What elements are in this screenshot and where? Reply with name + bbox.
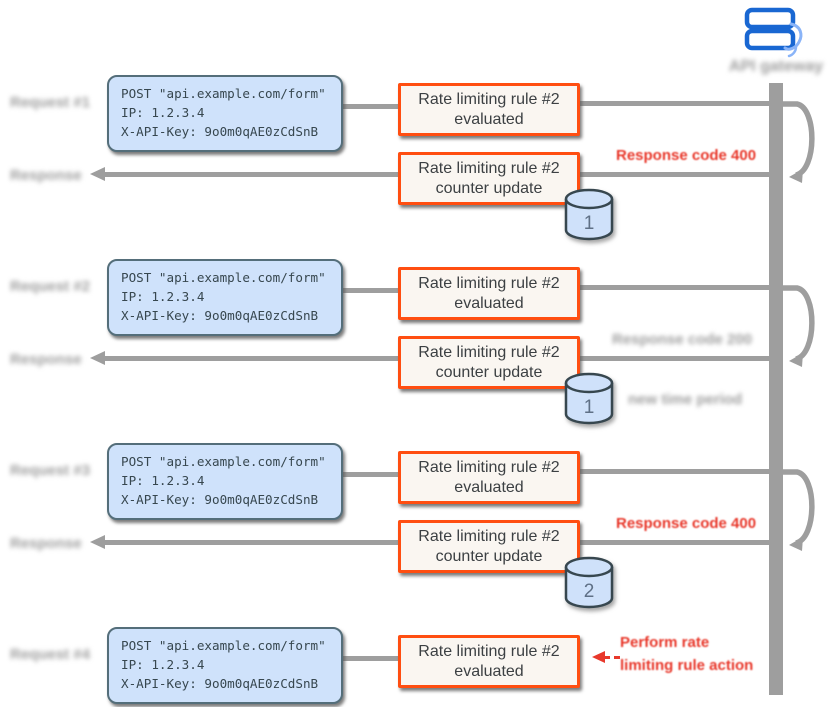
response-code-note-3: Response code 400 [616, 515, 757, 532]
request1-payload-box [107, 75, 343, 152]
rule-box-line: Rate limiting rule #2 [418, 159, 560, 177]
payload-method-url: POST "api.example.com/form" [121, 638, 326, 653]
connector [578, 101, 778, 106]
rule-box-line: evaluated [454, 478, 524, 496]
request4-payload-box [107, 627, 343, 704]
counter-database-icon-3 [562, 555, 616, 611]
payload-ip: IP: 1.2.3.4 [121, 656, 205, 672]
payload-ip: IP: 1.2.3.4 [121, 288, 205, 304]
rule-box-line: evaluated [454, 294, 524, 312]
counter-reset-note: new time period [628, 391, 743, 408]
payload-api-key: X-API-Key: 9o0m0qAE0zCdSnB [121, 491, 319, 507]
rule-box-line: counter update [435, 547, 543, 565]
rule-action-note [620, 632, 753, 677]
rule-evaluated-box-2 [398, 267, 580, 320]
connector [341, 104, 400, 109]
rule-box-line: counter update [435, 179, 543, 197]
row3-request-label: Request #2 [10, 278, 91, 295]
payload-method-url: POST "api.example.com/form" [121, 454, 326, 469]
row6-response-label: Response [10, 535, 82, 552]
payload-ip: IP: 1.2.3.4 [121, 104, 205, 120]
server-label: API gateway [728, 58, 824, 75]
connector [578, 285, 778, 290]
rule-counter-box-2 [398, 336, 580, 389]
rule-box-line: Rate limiting rule #2 [418, 527, 560, 545]
rule-box-line: Rate limiting rule #2 [418, 274, 560, 292]
payload-method-url: POST "api.example.com/form" [121, 270, 326, 285]
request2-payload-box [107, 259, 343, 336]
connector [341, 288, 400, 293]
row1-request-label: Request #1 [10, 94, 91, 111]
rule-counter-box-3 [398, 520, 580, 573]
rule-box-line: evaluated [454, 662, 524, 680]
counter-database-icon-1 [562, 187, 616, 243]
payload-api-key: X-API-Key: 9o0m0qAE0zCdSnB [121, 307, 319, 323]
rule-box-line: counter update [435, 363, 543, 381]
counter-value: 1 [583, 213, 595, 234]
row7-request-label: Request #4 [10, 646, 91, 663]
counter-database-icon-2 [562, 371, 616, 427]
payload-method-url: POST "api.example.com/form" [121, 86, 326, 101]
connector [341, 656, 400, 661]
rule-box-line: Rate limiting rule #2 [418, 90, 560, 108]
rule-box-line: Rate limiting rule #2 [418, 642, 560, 660]
rule-evaluated-box-4 [398, 635, 580, 688]
rule-action-note-line2: limiting rule action [620, 656, 754, 674]
counter-value: 1 [583, 397, 595, 418]
rule-box-line: evaluated [454, 110, 524, 128]
connector [578, 469, 778, 474]
action-dashed-line [604, 656, 620, 659]
rule-counter-box-1 [398, 152, 580, 205]
counter-value: 2 [583, 581, 595, 602]
rule-box-line: Rate limiting rule #2 [418, 343, 560, 361]
row5-request-label: Request #3 [10, 462, 91, 479]
connector [341, 472, 400, 477]
rule-evaluated-box-1 [398, 83, 580, 136]
row4-response-label: Response [10, 351, 82, 368]
rule-box-line: Rate limiting rule #2 [418, 458, 560, 476]
payload-api-key: X-API-Key: 9o0m0qAE0zCdSnB [121, 675, 319, 691]
payload-api-key: X-API-Key: 9o0m0qAE0zCdSnB [121, 123, 319, 139]
rule-action-note-line1: Perform rate [620, 634, 710, 651]
request3-payload-box [107, 443, 343, 520]
response-code-note-2: Response code 200 [612, 331, 753, 348]
row2-response-label: Response [10, 167, 82, 184]
payload-ip: IP: 1.2.3.4 [121, 472, 205, 488]
rule-evaluated-box-3 [398, 451, 580, 504]
response-code-note-1: Response code 400 [616, 147, 757, 164]
